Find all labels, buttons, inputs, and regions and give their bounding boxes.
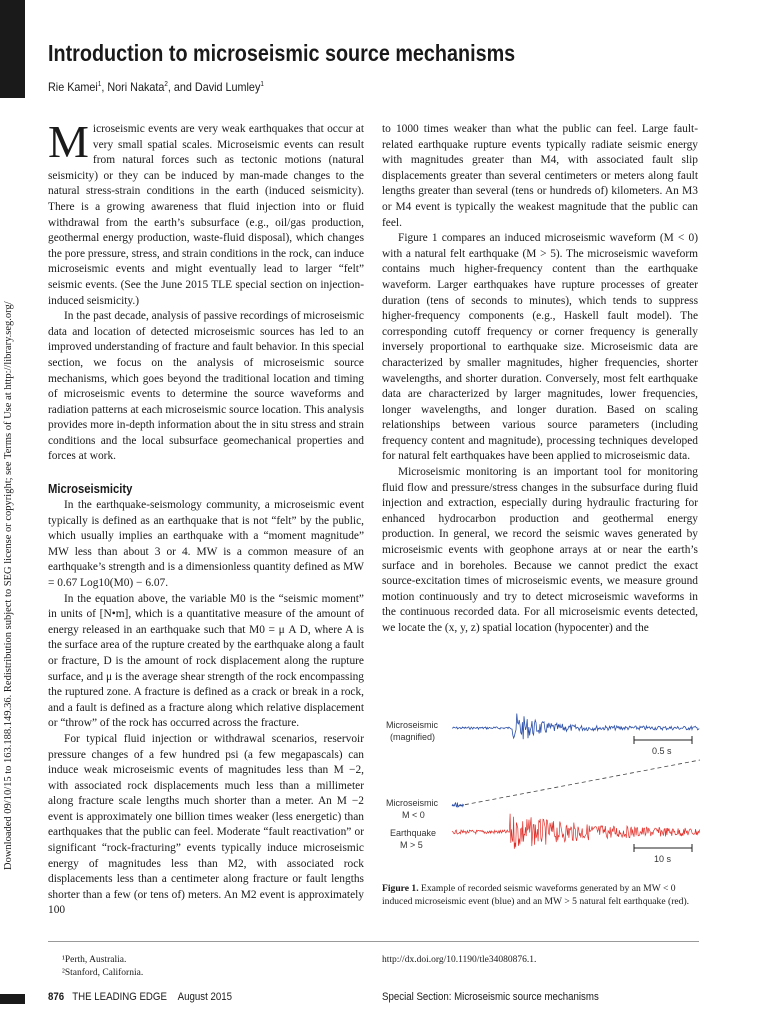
caption-label: Figure 1.: [382, 883, 419, 894]
label-microseismic-magnified: Microseismic: [386, 720, 439, 730]
label-microseismic: Microseismic: [386, 798, 439, 808]
left-column: [48, 116, 364, 465]
label-m-greater-5: M > 5: [400, 840, 423, 850]
footnote-rule: [48, 941, 699, 942]
microseismic-waveform: [452, 803, 464, 807]
page-number: 876: [48, 991, 65, 1003]
footnote-1: ¹Perth, Australia.: [62, 955, 127, 965]
figure-1: [382, 708, 702, 878]
corner-bar-top: [0, 0, 25, 98]
author-2-affil: 2: [164, 81, 168, 88]
author-2: Nori Nakata: [107, 80, 165, 94]
paragraph-1: Microseismic events are very weak earthquakes that occur at very small spatial scales. Microseismic events can result from natural forces such as tectonic motions (natural seismicity) or they can be induced by man-made changes to the natural stress-strain conditions in the earth (induced seismicity). There is a growing awareness that fluid injection into or fluid withdrawal from the earth’s subsurface (e.g., oil/gas production, geothermal energy production, waste-fluid disposal), which changes the pore pressure, stress, and strain conditions in the rock, can induce microseismic events and might eventually lead to larger “felt” seismic events. (See the June 2015 TLE special section on injection-induced seismicity.): [48, 116, 364, 307]
paragraph-8: Microseismic monitoring is an important tool for monitoring fluid flow and pressure/stress changes in the subsurface during fluid injection and extraction, especially during hydraulic fracturing for enhanced hydrocarbon production and geothermal energy production. In general, we record the seismic waves generated by microseismic events with geophone arrays at or near the earth’s surface and in boreholes. Because we cannot predict the exact source-excitation times of microseismic events, we measure ground motion continuously and try to detect microseismic waveforms in the continuous recorded data. For all microseismic events detected, we locate the (x, y, z) spatial location (hypocenter) and the: [382, 466, 698, 634]
page-footer-section: Special Section: Microseismic source mechanisms: [382, 991, 599, 1003]
scale-label-top: 0.5 s: [652, 746, 672, 756]
page-footer-left: [48, 991, 232, 1003]
paragraph-5: For typical fluid injection or withdrawal scenarios, reservoir pressure changes of a few hundred psi (a few megapascals) can induce weak microseismic events of magnitudes less than M −2, with associated rock displacements much less than a millimeter along fracture scale lengths much shorter than a meter. An M −2 event is approximately one billion times weaker (less energetic) than earthquakes that the public can feel. Moderate “fault reactivation” or significant “rock-fracturing” events typically induce microseismic energy of magnitudes less than M2, with associated rock displacements less than a centimeter along fracture or fault lengths shorter than a few (or tens of) meters. An M2 event is approximately 100: [48, 732, 364, 917]
journal-name: THE LEADING EDGE: [72, 991, 167, 1003]
issue-date: August 2015: [177, 991, 233, 1003]
authors: Rie Kamei$^1$, Nori Nakata$^2$, and David Lumley$^1$: [48, 80, 264, 94]
label-earthquake: Earthquake: [390, 828, 437, 838]
paragraph-4: In the equation above, the variable M0 is the “seismic moment” in units of [N•m], which is a quantitative measure of the amount of energy released in an earthquake such that M0 = μ A D, where A is the surface area of the rupture created by the earthquake along a fault or fracture, D is the amount of rock displacement along the rupture surface, and μ is the average shear strength of the rock encompassing the ruptured zone. A fracture is defined as a crack or break in a rock, and a fault is defined as a fracture along which relative displacement or “throw” of the rock has occurred across the fracture.: [48, 592, 364, 730]
section-heading-microseismicity: Microseismicity: [48, 482, 133, 496]
author-3: David Lumley: [194, 80, 261, 94]
doi-link[interactable]: http://dx.doi.org/10.1190/tle34080876.1.: [382, 955, 537, 965]
drop-cap: M: [48, 116, 89, 167]
left-column-continued: [48, 498, 364, 919]
corner-bar-bottom: [0, 994, 25, 1004]
right-column: [382, 122, 698, 637]
author-3-affil: 1: [260, 81, 264, 88]
article-title: Introduction to microseismic source mechanisms: [48, 40, 516, 66]
paragraph-6: to 1000 times weaker than what the public can feel. Large fault-related earthquake rupture events typically radiate seismic energy with magnitudes greater than M4, with associated fault slip displacements greater than several centimeters or meters along fault lengths greater than several (tens or hundreds of) kilometers. An M3 or M4 event is typically the weakest magnitude that the public can feel.: [382, 123, 698, 229]
paragraph-3: In the earthquake-seismology community, a microseismic event typically is defined as an earthquake that is not “felt” by the public, which usually implies an earthquake with a “moment magnitude” MW less than about 3 or 4. MW is a common measure of an earthquake’s strength and is a dimensionless quantity defined as MW = 0.67 Log10(M0) − 6.07.: [48, 499, 364, 589]
author-1-affil: 1: [97, 81, 102, 88]
scale-label-bottom: 10 s: [654, 854, 672, 864]
microseismic-magnified-waveform: [452, 714, 699, 740]
author-1: Rie Kamei: [48, 80, 98, 94]
zoom-line: [458, 760, 700, 806]
figure-caption: [382, 883, 698, 908]
label-magnified: (magnified): [390, 732, 436, 742]
earthquake-waveform: [452, 814, 700, 849]
caption-text: Example of recorded seismic waveforms generated by an MW < 0 induced microseismic event (blue) and an MW > 5 natural felt earthquake (red).: [382, 883, 690, 907]
label-m-less-0: M < 0: [402, 810, 425, 820]
footnote-2: ²Stanford, California.: [62, 968, 144, 978]
download-notice: Downloaded 09/10/15 to 163.188.149.36. Redistribution subject to SEG license or copyright; see Terms of Use at http://library.seg.org/: [3, 301, 14, 870]
paragraph-2: In the past decade, analysis of passive recordings of microseismic data and location of detected microseismic sources has led to an improved understanding of fracture and fault behavior. In this special section, we focus on the analysis of microseismic source mechanisms, which goes beyond the traditional location and timing of microseismic events to determine the source waveforms and radiation patterns at each microseismic source location. This analysis provides more in-depth information about the in situ stress and strain conditions and the local subsurface geomechanical properties and forces at work.: [48, 310, 364, 463]
paragraph-7: Figure 1 compares an induced microseismic waveform (M < 0) with a natural felt earthquake (M > 5). The microseismic waveform contains much higher-frequency content than the earthquake waveform. Larger earthquakes have rupture processes of greater duration (tens of seconds to minutes), which tends to suppress higher-frequency components (e.g., Haskell fault model). The corresponding cutoff frequency or corner frequency is generally inversely proportional to earthquake size. Microseismic data are characterized by smaller magnitudes, higher frequencies, shorter wavelengths, and shorter duration. Conversely, most felt earthquake data are characterized by larger magnitudes, lower frequencies, longer wavelengths, and longer duration. Based on scaling relationships between various source parameters (including frequency content and magnitude), processing techniques developed for natural felt earthquakes have been applied to microseismic data.: [382, 232, 698, 463]
waveform-figure: [382, 708, 702, 878]
